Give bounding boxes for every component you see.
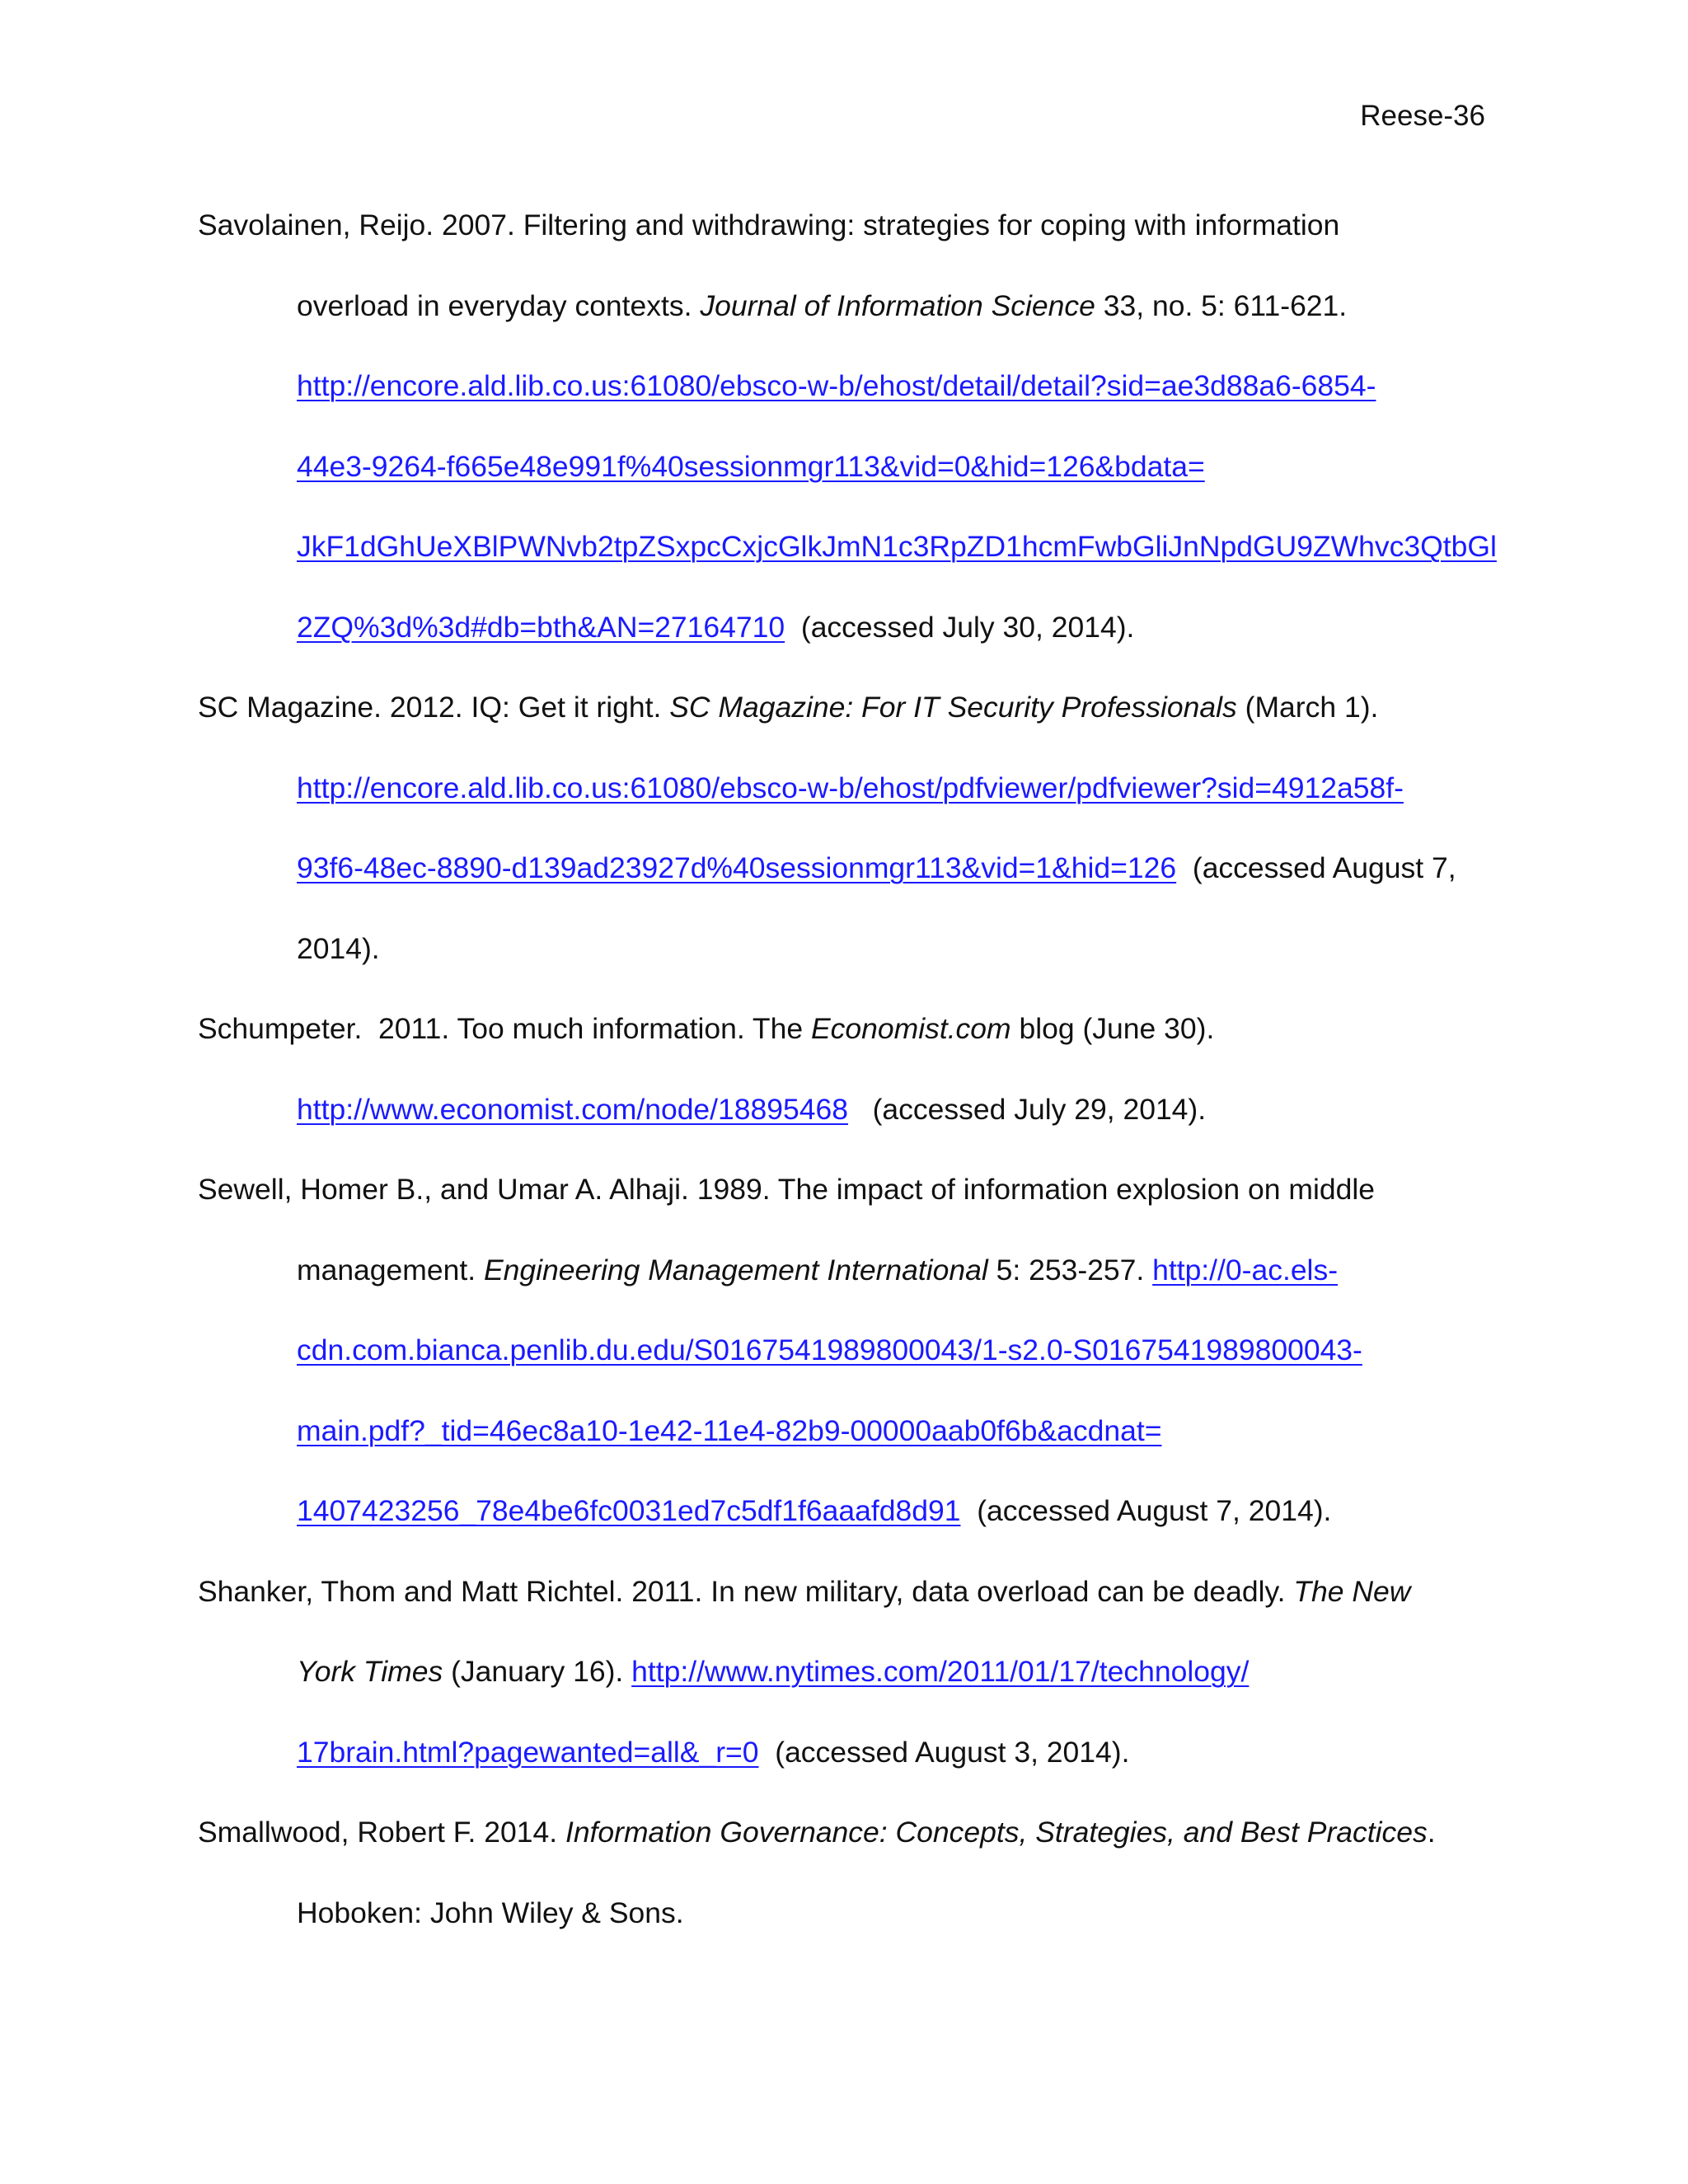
entry-line	[198, 921, 1492, 1002]
bibliography-entry	[198, 1564, 1492, 1806]
entry-line	[198, 519, 1497, 600]
citation-text: Hoboken: John Wiley & Sons.	[297, 1896, 684, 1929]
citation-text: management.	[297, 1253, 484, 1286]
entry-line	[198, 1323, 1492, 1404]
citation-text: 5: 253-257.	[987, 1253, 1153, 1286]
citation-link[interactable]: http://www.economist.com/node/18895468	[297, 1092, 848, 1126]
citation-link[interactable]: 17brain.html?pagewanted=all&_r=0	[297, 1735, 759, 1769]
bibliography-entry	[198, 1162, 1492, 1564]
citation-text: (accessed July 30, 2014).	[785, 610, 1135, 644]
entry-line	[198, 1886, 1492, 1966]
citation-link[interactable]: cdn.com.bianca.penlib.du.edu/S0167541989800043/1-s2.0-S0167541989800043-	[297, 1333, 1362, 1366]
bibliography-list	[198, 198, 1497, 1966]
citation-link[interactable]: main.pdf?_tid=46ec8a10-1e42-11e4-82b9-00000aab0f6b&acdnat=	[297, 1413, 1162, 1447]
entry-line	[198, 1725, 1492, 1806]
entry-line	[198, 600, 1492, 681]
citation-link[interactable]: http://www.nytimes.com/2011/01/17/technology/	[631, 1655, 1250, 1688]
citation-text: (accessed July 29, 2014).	[848, 1092, 1207, 1126]
entry-line	[198, 1644, 1492, 1725]
entry-line	[198, 439, 1492, 520]
citation-text: (March 1).	[1236, 691, 1379, 724]
citation-link[interactable]: 1407423256_78e4be6fc0031ed7c5df1f6aaafd8d91	[297, 1494, 961, 1527]
entry-line	[198, 1805, 1492, 1886]
citation-text: 2014).	[297, 931, 380, 965]
citation-text: 33, no. 5: 611-621.	[1095, 288, 1348, 322]
citation-text: (January 16).	[443, 1655, 632, 1688]
citation-link[interactable]: 44e3-9264-f665e48e991f%40sessionmgr113&vid=0&hid=126&bdata=	[297, 449, 1205, 483]
entry-line	[198, 1162, 1492, 1243]
bibliography-entry	[198, 1001, 1492, 1162]
italic-title: The New	[1293, 1574, 1411, 1608]
italic-title: SC Magazine: For IT Security Professionals	[669, 691, 1237, 724]
citation-link[interactable]: 93f6-48ec-8890-d139ad23927d%40sessionmgr113&vid=1&hid=126	[297, 851, 1177, 884]
entry-line	[198, 841, 1492, 921]
italic-title: York Times	[297, 1655, 443, 1688]
bibliography-entry	[198, 198, 1497, 680]
page-number-header: Reese-36	[1360, 100, 1485, 132]
citation-text: .	[1427, 1816, 1436, 1849]
italic-title: Information Governance: Concepts, Strategies, and Best Practices	[565, 1816, 1428, 1849]
citation-text: Sewell, Homer B., and Umar A. Alhaji. 1989. The impact of information explosion on middle	[198, 1173, 1375, 1206]
citation-link[interactable]: 2ZQ%3d%3d#db=bth&AN=27164710	[297, 610, 785, 644]
citation-link[interactable]: http://encore.ald.lib.co.us:61080/ebsco-w-b/ehost/detail/detail?sid=ae3d88a6-6854-	[297, 369, 1376, 402]
bibliography-entry	[198, 680, 1492, 1001]
citation-link[interactable]: http://encore.ald.lib.co.us:61080/ebsco-w-b/ehost/pdfviewer/pdfviewer?sid=4912a58f-	[297, 771, 1404, 804]
bibliography-entry	[198, 1805, 1492, 1966]
citation-text: Smallwood, Robert F. 2014.	[198, 1816, 565, 1849]
citation-text: blog (June 30).	[1010, 1012, 1215, 1045]
citation-text: (accessed August 3, 2014).	[758, 1735, 1130, 1769]
entry-line	[198, 1483, 1492, 1564]
entry-line	[198, 1404, 1492, 1484]
entry-line	[198, 1564, 1492, 1645]
italic-title: Economist.com	[810, 1012, 1011, 1045]
entry-line	[198, 680, 1492, 761]
entry-line	[198, 1082, 1492, 1163]
citation-link[interactable]: http://0-ac.els-	[1152, 1253, 1339, 1286]
citation-text: overload in everyday contexts.	[297, 288, 701, 322]
citation-link[interactable]: JkF1dGhUeXBlPWNvb2tpZSxpcCxjcGlkJmN1c3RpZD1hcmFwbGliJnNpdGU9ZWhvc3QtbGl	[297, 530, 1497, 563]
entry-line	[198, 279, 1492, 359]
entry-line	[198, 1001, 1492, 1082]
entry-line	[198, 198, 1492, 279]
citation-text: SC Magazine. 2012. IQ: Get it right.	[198, 691, 670, 724]
entry-line	[198, 761, 1492, 841]
italic-title: Engineering Management International	[483, 1253, 988, 1286]
italic-title: Journal of Information Science	[700, 288, 1095, 322]
entry-line	[198, 359, 1492, 439]
citation-text: (accessed August 7,	[1176, 851, 1456, 884]
citation-text: (accessed August 7, 2014).	[960, 1494, 1332, 1527]
citation-text: Shanker, Thom and Matt Richtel. 2011. In new military, data overload can be deadly.	[198, 1574, 1294, 1608]
entry-line	[198, 1243, 1492, 1324]
citation-text: Schumpeter. 2011. Too much information. The	[198, 1012, 811, 1045]
citation-text: Savolainen, Reijo. 2007. Filtering and withdrawing: strategies for coping with information	[198, 209, 1340, 241]
